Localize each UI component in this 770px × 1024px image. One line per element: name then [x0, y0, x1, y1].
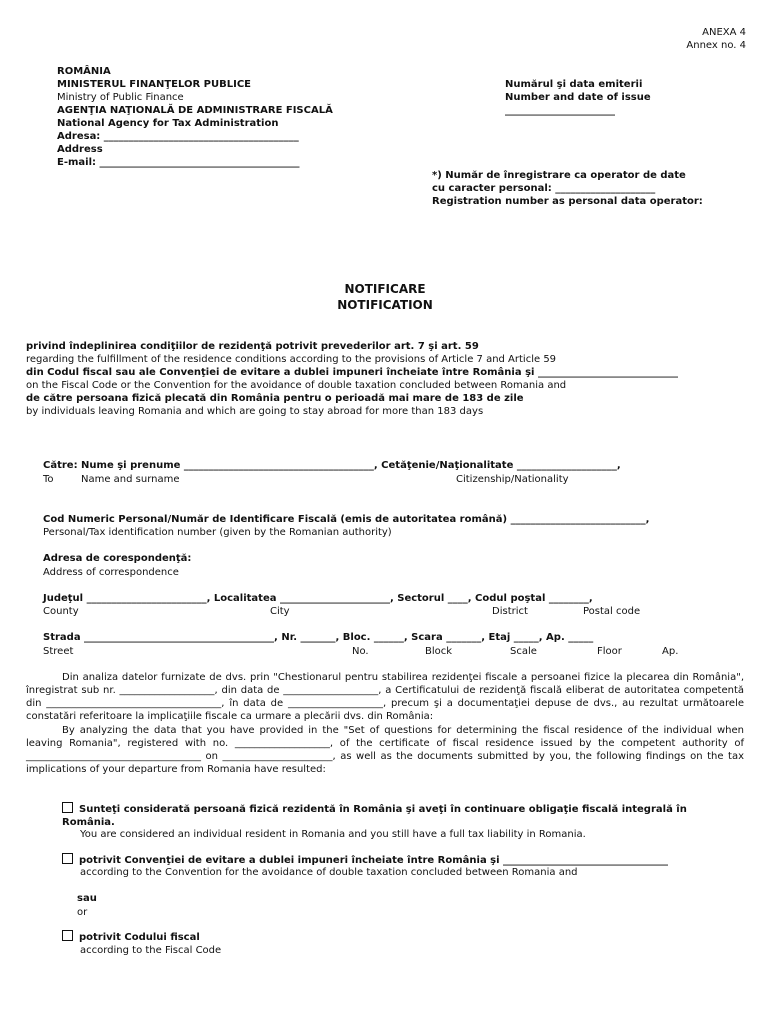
option-resident-en: You are considered an individual resident in Romania and you still have a full tax liability in Romania.	[80, 829, 586, 840]
scale-en: Scale	[510, 646, 537, 657]
option-convention-label: potrivit Convenţiei de evitare a dublei impuneri încheiate între România şi _________________________________	[79, 855, 669, 866]
correspondence-en: Address of correspondence	[43, 567, 179, 578]
title-ro: NOTIFICARE	[344, 282, 426, 296]
operator-line-3: Registration number as personal data operator:	[432, 196, 703, 207]
county-en: County	[43, 606, 79, 617]
issue-field[interactable]: ______________________	[505, 105, 615, 116]
no-en: No.	[352, 646, 369, 657]
option-resident[interactable]	[62, 802, 722, 829]
option-convention[interactable]	[62, 853, 668, 867]
to-en: To	[43, 474, 54, 485]
checkbox-fiscal-code[interactable]	[62, 930, 73, 941]
street-en: Street	[43, 646, 74, 657]
issue-label-en: Number and date of issue	[505, 92, 651, 103]
cnp-en: Personal/Tax identification number (given by the Romanian authority)	[43, 527, 392, 538]
option-fiscal-code-en: according to the Fiscal Code	[80, 945, 222, 956]
checkbox-convention[interactable]	[62, 853, 73, 864]
annex-number-en: Annex no. 4	[686, 40, 746, 51]
correspondence-ro: Adresa de corespondenţă:	[43, 553, 192, 564]
address-en: Address	[57, 144, 103, 155]
subject-country-field[interactable]: din Codul fiscal sau ale Convenţiei de evitare a dublei impuneri încheiate între România şi ____________________________	[26, 367, 678, 378]
postal-en: Postal code	[583, 606, 641, 617]
email-field[interactable]: E-mail: ________________________________________	[57, 157, 300, 168]
ministry-ro: MINISTERUL FINANŢELOR PUBLICE	[57, 79, 252, 90]
floor-en: Floor	[597, 646, 622, 657]
district-en: District	[492, 606, 528, 617]
analysis-paragraph-en: By analyzing the data that you have provided in the "Set of questions for determining the fiscal residence of the individual when leaving Romania", registered with no. ___________________, of the certificate of fiscal residence issued by the competent authority of ___________________________________ on ______________________, as well as the documents submitted by you, the following findings on the tax implications of your departure from Romania have resulted:	[26, 725, 744, 775]
operator-line-1: *) Număr de înregistrare ca operator de date	[432, 170, 686, 181]
name-citizenship-field[interactable]: Către: Nume şi prenume ______________________________________, Cetăţenie/Naţionalitate ____________________,	[43, 460, 621, 471]
street-field[interactable]: Strada ______________________________________, Nr. _______, Bloc. ______, Scara _______, Etaj _____, Ap. _____	[43, 632, 594, 643]
ap-en: Ap.	[662, 646, 679, 657]
subject-line-1-en: regarding the fulfillment of the residence conditions according to the provisions of Article 7 and Article 59	[26, 354, 557, 365]
analysis-paragraph-ro: Din analiza datelor furnizate de dvs. prin "Chestionarul pentru stabilirea rezidenţei fiscale a persoanei fizice la plecarea din România", înregistrat sub nr. ___________________, din data de ___________________, a Certificatului de rezidenţă fiscală eliberat de autoritatea competentă din ___________________________________, în data de ___________________, precum şi a documentaţiei depuse de dvs., au rezultat următoarele constatări referitoare la implicaţiile fiscale ca urmare a plecării dvs. din România:	[26, 672, 744, 722]
or-en: or	[77, 907, 88, 918]
option-fiscal-code[interactable]	[62, 930, 200, 944]
cnp-field[interactable]: Cod Numeric Personal/Număr de Identificare Fiscală (emis de autoritatea română) ___________________________,	[43, 514, 650, 525]
option-resident-label: Sunteţi considerată persoană fizică rezidentă în România şi aveţi în continuare obligaţie fiscală integrală în România.	[62, 804, 687, 828]
subject-line-3-en: by individuals leaving Romania and which are going to stay abroad for more than 183 days	[26, 406, 484, 417]
option-convention-en: according to the Convention for the avoidance of double taxation concluded between Romania and	[80, 867, 578, 878]
ministry-en: Ministry of Public Finance	[57, 92, 184, 103]
checkbox-resident[interactable]	[62, 802, 73, 813]
subject-line-2-en: on the Fiscal Code or the Convention for the avoidance of double taxation concluded between Romania and	[26, 380, 567, 391]
or-ro: sau	[77, 893, 97, 904]
subject-line-3-ro: de către persoana fizică plecată din România pentru o perioadă mai mare de 183 de zile	[26, 393, 524, 404]
annex-number-ro: ANEXA 4	[702, 27, 746, 38]
name-en: Name and surname	[81, 474, 180, 485]
operator-field[interactable]: cu caracter personal: ____________________	[432, 183, 656, 194]
country: ROMÂNIA	[57, 66, 111, 77]
block-en: Block	[425, 646, 453, 657]
title-en: NOTIFICATION	[337, 298, 433, 312]
option-fiscal-code-label: potrivit Codului fiscal	[79, 932, 200, 943]
subject-line-1-ro: privind îndeplinirea condiţiilor de rezidenţă potrivit prevederilor art. 7 şi art. 59	[26, 341, 479, 352]
city-en: City	[270, 606, 290, 617]
address-field[interactable]: Adresa: _______________________________________	[57, 131, 299, 142]
issue-label-ro: Numărul şi data emiterii	[505, 79, 643, 90]
citizenship-en: Citizenship/Nationality	[456, 474, 569, 485]
agency-ro: AGENŢIA NAŢIONALĂ DE ADMINISTRARE FISCALĂ	[57, 105, 333, 116]
county-city-field[interactable]: Judeţul ________________________, Localitatea ______________________, Sectorul ____, Codul poştal ________,	[43, 593, 593, 604]
agency-en: National Agency for Tax Administration	[57, 118, 279, 129]
